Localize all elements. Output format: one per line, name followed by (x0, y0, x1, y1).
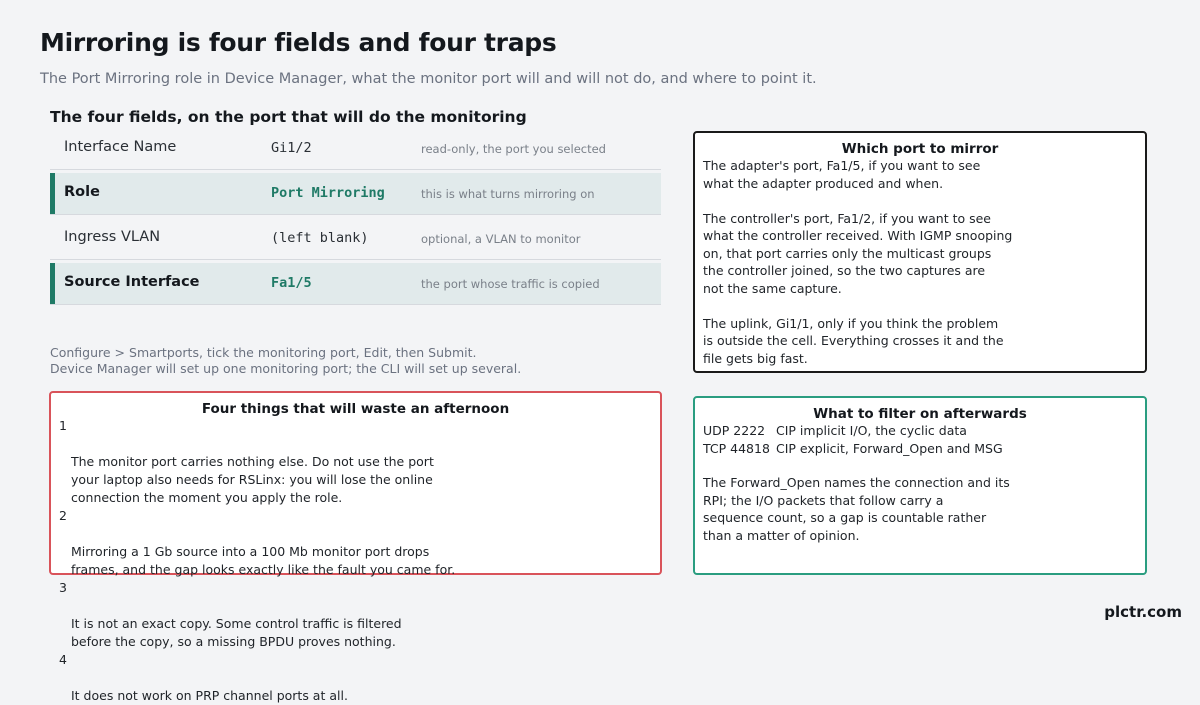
trap-number: 1 (59, 418, 67, 433)
which-port-body: The adapter's port, Fa1/5, if you want to see what the adapter produced and when. The controller's port, Fa1/2, if you want to see what the controller received. With IGMP snooping on, that port carries only the multicast groups the controller joined, so the two captures are not the same capture. The uplink, Gi1/1, only if you think the problem is outside the cell. Everything crosses it and the file gets big fast. (703, 158, 1013, 366)
traps-box (49, 391, 662, 703)
filter-protocol: UDP 2222 (703, 423, 766, 438)
field-name: Role (64, 184, 100, 200)
field-value: Gi1/2 (271, 140, 312, 156)
filter-title: What to filter on afterwards (813, 406, 1027, 422)
trap-item (51, 507, 660, 579)
field-name: Interface Name (64, 139, 177, 155)
trap-number: 4 (59, 652, 67, 667)
field-note: this is what turns mirroring on (421, 187, 595, 201)
config-note (50, 345, 521, 376)
trap-text: The monitor port carries nothing else. Do not use the port your laptop also needs for RSLinx: you will lose the online connection the moment you apply the role. (71, 454, 434, 505)
fields-heading: The four fields, on the port that will do the monitoring (50, 108, 527, 126)
trap-text: Mirroring a 1 Gb source into a 100 Mb monitor port drops frames, and the gap looks exactly like the fault you came for. (71, 544, 456, 577)
field-row-ingress-vlan (50, 218, 661, 260)
field-note: optional, a VLAN to monitor (421, 232, 581, 246)
filter-description: CIP explicit, Forward_Open and MSG (776, 440, 1003, 456)
which-port-box (693, 131, 1147, 373)
trap-item (51, 579, 660, 651)
field-name: Ingress VLAN (64, 229, 161, 245)
field-note: the port whose traffic is copied (421, 277, 600, 291)
field-value: Fa1/5 (271, 275, 312, 291)
filter-description: CIP implicit I/O, the cyclic data (776, 423, 967, 438)
field-value: (left blank) (271, 230, 369, 246)
trap-text: It is not an exact copy. Some control traffic is filtered before the copy, so a missing BPDU proves nothing. (71, 616, 402, 649)
filter-line (695, 422, 1145, 440)
trap-number: 2 (59, 508, 67, 523)
trap-item (51, 417, 660, 507)
field-name: Source Interface (64, 274, 200, 290)
filter-line (695, 440, 1145, 458)
trap-text: It does not work on PRP channel ports at all. (71, 688, 348, 703)
brand-logo: plctr.com (1104, 603, 1182, 621)
trap-number: 3 (59, 580, 67, 595)
field-value: Port Mirroring (271, 185, 385, 201)
traps-title: Four things that will waste an afternoon (201, 401, 510, 417)
config-note-line: Configure > Smartports, tick the monitoring port, Edit, then Submit. (50, 345, 477, 360)
which-port-title: Which port to mirror (841, 141, 999, 157)
page-subtitle: The Port Mirroring role in Device Manager, what the monitor port will and will not do, and where to point it. (40, 71, 817, 87)
field-row-interface-name (50, 128, 661, 170)
config-note-line: Device Manager will set up one monitoring port; the CLI will set up several. (50, 360, 522, 376)
filter-paragraph: The Forward_Open names the connection and its RPI; the I/O packets that follow carry a sequence count, so a gap is countable rather than a matter of opinion. (703, 475, 1010, 543)
filter-protocol: TCP 44818 (703, 440, 770, 456)
trap-item (51, 651, 660, 705)
field-row-role (50, 173, 661, 215)
field-row-source-interface (50, 263, 661, 305)
filter-box (693, 396, 1147, 575)
field-note: read-only, the port you selected (421, 142, 606, 156)
fields-table (50, 128, 661, 308)
page-title: Mirroring is four fields and four traps (40, 28, 557, 57)
traps-list (51, 417, 660, 705)
